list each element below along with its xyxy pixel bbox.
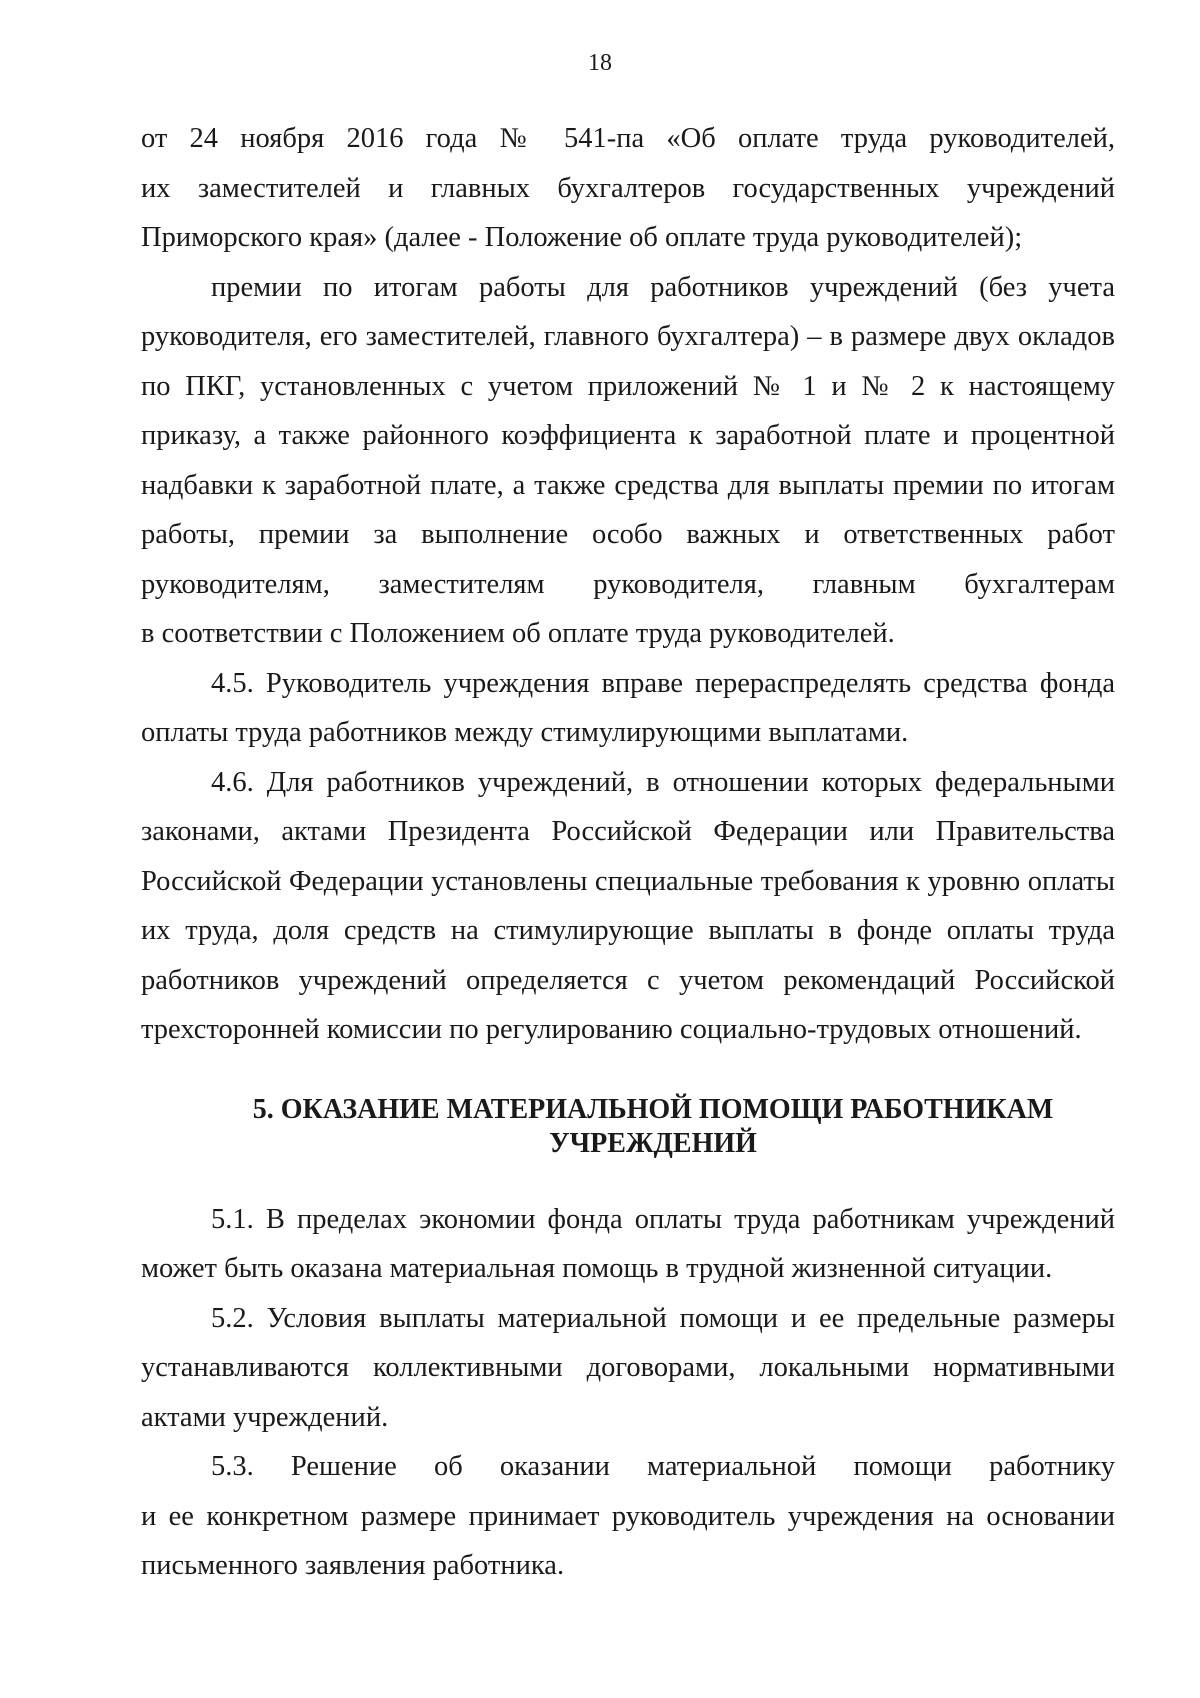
text-line: руководителям, заместителям руководителя, главным бухгалтерам [141, 568, 1115, 600]
paragraph-p5 [141, 1195, 1115, 1294]
section-heading-line-1: 5. ОКАЗАНИЕ МАТЕРИАЛЬНОЙ ПОМОЩИ РАБОТНИКАМ [252, 1093, 1054, 1125]
text-line: в соответствии с Положением об оплате труда руководителей. [141, 618, 895, 649]
text-line: работников учреждений определяется с учетом рекомендаций Российской [141, 964, 1115, 996]
text-line: их труда, доля средств на стимулирующие выплаты в фонде оплаты труда [141, 915, 1115, 946]
document-body [141, 114, 1115, 1591]
text-line: актами учреждений. [141, 1401, 389, 1433]
paragraph-p7 [141, 1442, 1115, 1591]
text-line: по ПКГ, установленных с учетом приложений № 1 и № 2 к настоящему [141, 370, 1115, 402]
text-line: их заместителей и главных бухгалтеров государственных учреждений [141, 172, 1115, 204]
text-line: 5.1. В пределах экономии фонда оплаты труда работникам учреждений [211, 1203, 1115, 1235]
text-line: 4.5. Руководитель учреждения вправе перераспределять средства фонда [211, 667, 1115, 699]
text-line: трехсторонней комиссии по регулированию социально-трудовых отношений. [141, 1014, 1082, 1045]
text-line: может быть оказана материальная помощь в трудной жизненной ситуации. [141, 1253, 1053, 1284]
text-line: письменного заявления работника. [141, 1550, 565, 1581]
text-line: руководителя, его заместителей, главного бухгалтера) – в размере двух окладов [141, 321, 1115, 352]
text-line: Российской Федерации установлены специальные требования к уровню оплаты [141, 865, 1115, 897]
text-line: Приморского края» (далее - Положение об оплате труда руководителей); [141, 222, 1023, 253]
paragraph-p3 [141, 659, 1115, 758]
paragraph-p2 [141, 263, 1115, 659]
text-line: 5.2. Условия выплаты материальной помощи и ее предельные размеры [211, 1302, 1115, 1334]
text-line: законами, актами Президента Российской Федерации или Правительства [141, 816, 1115, 847]
text-line: 4.6. Для работников учреждений, в отношении которых федеральными [211, 766, 1115, 798]
text-line: от 24 ноября 2016 года № 541-па «Об оплате труда руководителей, [141, 123, 1115, 154]
text-line: надбавки к заработной плате, а также средства для выплаты премии по итогам [141, 469, 1115, 501]
text-line: работы, премии за выполнение особо важных и ответственных работ [141, 519, 1115, 550]
paragraphs-after-heading [141, 1195, 1115, 1591]
paragraph-p4 [141, 758, 1115, 1055]
text-line: и ее конкретном размере принимает руководитель учреждения на основании [141, 1500, 1115, 1532]
paragraph-p6 [141, 1294, 1115, 1443]
text-line: оплаты труда работников между стимулирующими выплатами. [141, 717, 909, 748]
paragraphs-before-heading [141, 114, 1115, 1055]
text-line: 5.3. Решение об оказании материальной помощи работнику [211, 1451, 1115, 1482]
text-line: приказу, а также районного коэффициента к заработной плате и процентной [141, 420, 1115, 451]
page-number: 18 [588, 50, 612, 76]
section-heading-line-2: УЧРЕЖДЕНИЙ [549, 1127, 757, 1159]
text-line: устанавливаются коллективными договорами, локальными нормативными [141, 1352, 1115, 1383]
paragraph-p1 [141, 114, 1115, 263]
section-heading [141, 1093, 1115, 1161]
text-line: премии по итогам работы для работников учреждений (без учета [211, 271, 1115, 303]
